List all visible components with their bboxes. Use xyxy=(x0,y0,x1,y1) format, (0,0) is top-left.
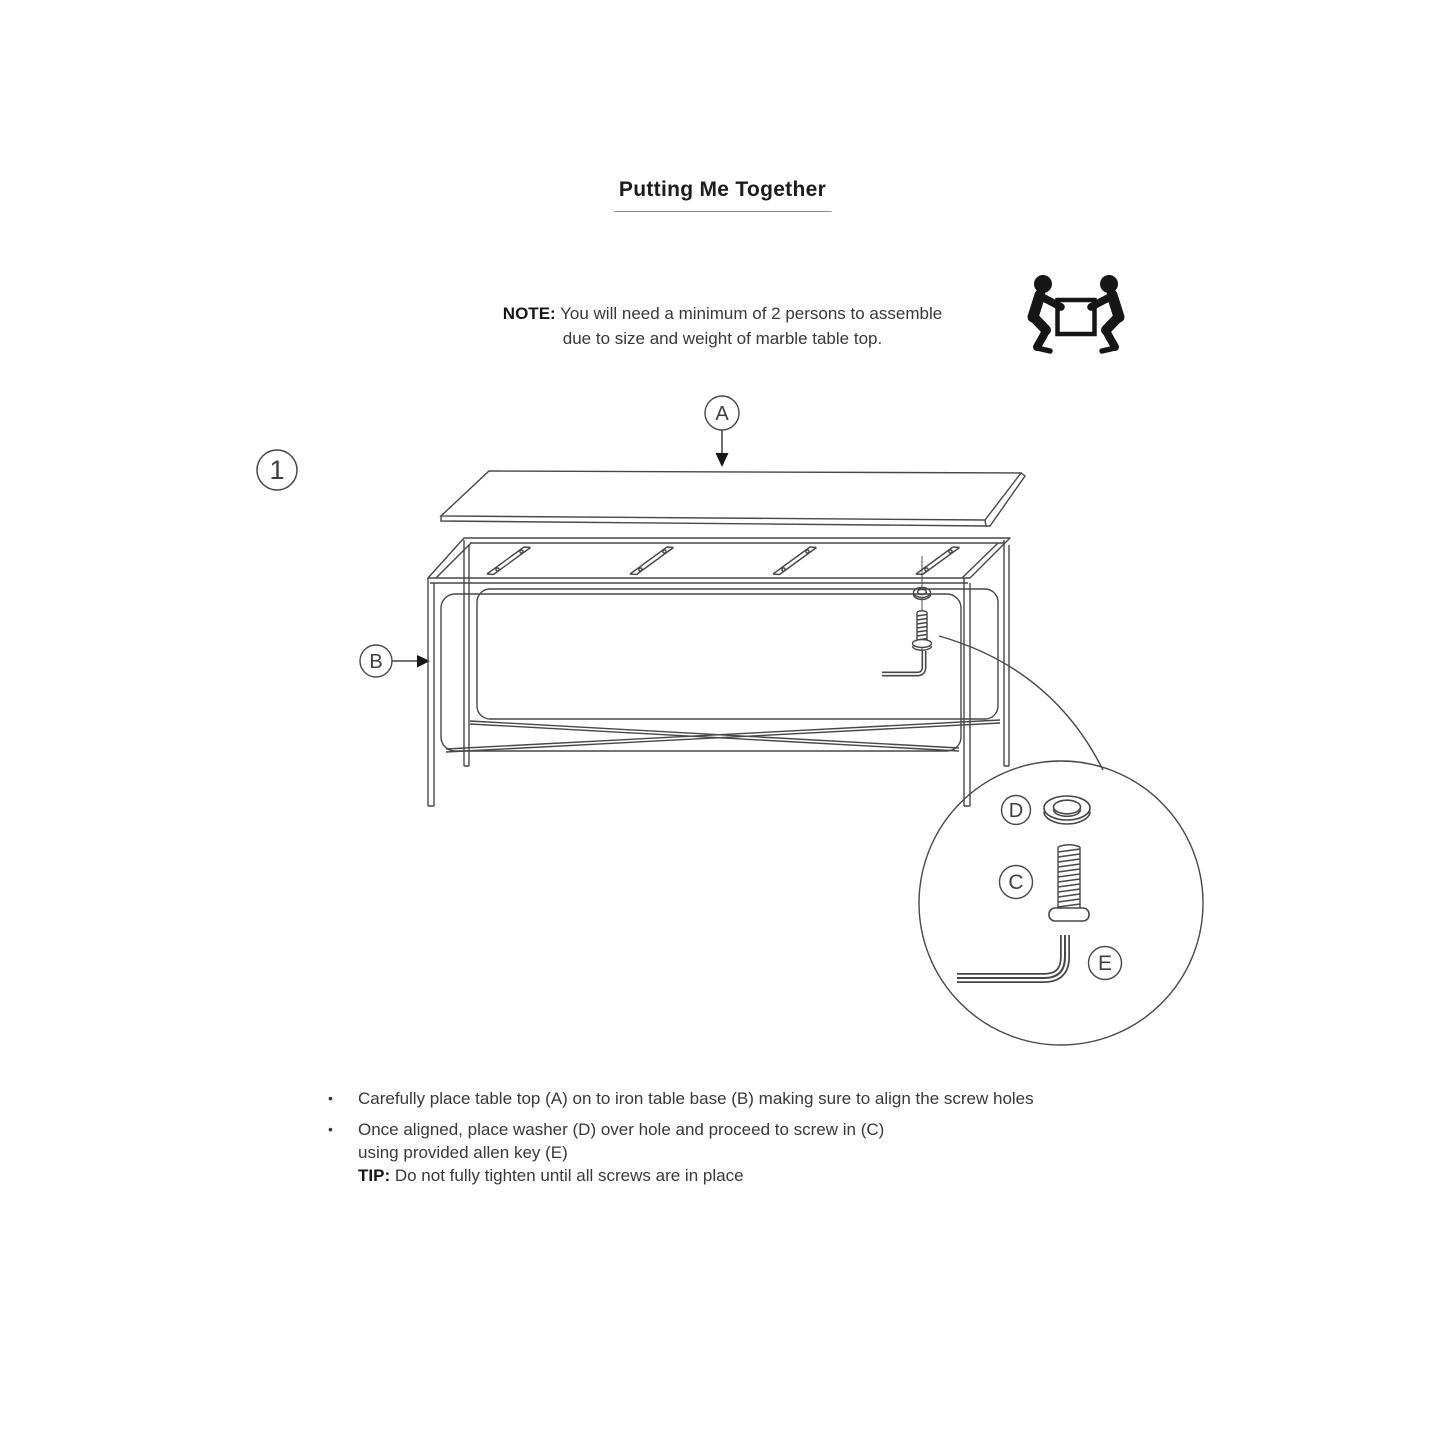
bullet-marker: • xyxy=(328,1090,333,1106)
instruction-step-2-line-2: using provided allen key (E) xyxy=(358,1143,568,1162)
svg-text:D: D xyxy=(1008,800,1024,822)
step-number-badge xyxy=(257,450,297,490)
part-label-a xyxy=(705,396,739,430)
part-label-c xyxy=(1000,866,1033,899)
page-title: Putting Me Together xyxy=(614,178,831,212)
note-text-1: You will need a minimum of 2 persons to assemble xyxy=(560,304,943,323)
table-top xyxy=(441,471,1025,526)
instruction-list xyxy=(320,1087,1034,1195)
instruction-step-1-text: Carefully place table top (A) on to iron table base (B) making sure to align the screw holes xyxy=(358,1089,1034,1108)
arrow-a xyxy=(716,430,729,467)
magnifier-detail xyxy=(919,761,1203,1045)
svg-text:1: 1 xyxy=(269,455,285,485)
washer-detail-icon xyxy=(1044,796,1090,824)
screw-detail-icon xyxy=(1049,845,1089,921)
svg-text:A: A xyxy=(715,403,729,425)
instruction-step-2-line-1: Once aligned, place washer (D) over hole and proceed to screw in (C) xyxy=(358,1120,885,1139)
part-label-b xyxy=(360,645,392,677)
part-label-e xyxy=(1089,947,1122,980)
note-label: NOTE: xyxy=(502,304,556,323)
instruction-step-1 xyxy=(320,1087,1034,1110)
instruction-step-2 xyxy=(320,1118,1034,1187)
bullet-marker: • xyxy=(328,1121,333,1137)
mounting-brackets xyxy=(487,547,960,575)
svg-text:C: C xyxy=(1008,871,1024,894)
instruction-step-2-text xyxy=(358,1118,884,1187)
allen-key-icon xyxy=(882,651,924,674)
cross-stretchers xyxy=(446,720,1000,752)
allen-key-detail-icon xyxy=(957,935,1065,978)
svg-text:B: B xyxy=(369,651,383,673)
arrow-b xyxy=(392,655,430,668)
tip-label: TIP: xyxy=(358,1166,391,1185)
part-label-d xyxy=(1002,796,1031,825)
screw-icon xyxy=(913,611,932,650)
svg-text:E: E xyxy=(1097,952,1113,975)
note-text-2: due to size and weight of marble table top. xyxy=(562,329,883,348)
tip-text: Do not fully tighten until all screws are in place xyxy=(394,1166,744,1185)
